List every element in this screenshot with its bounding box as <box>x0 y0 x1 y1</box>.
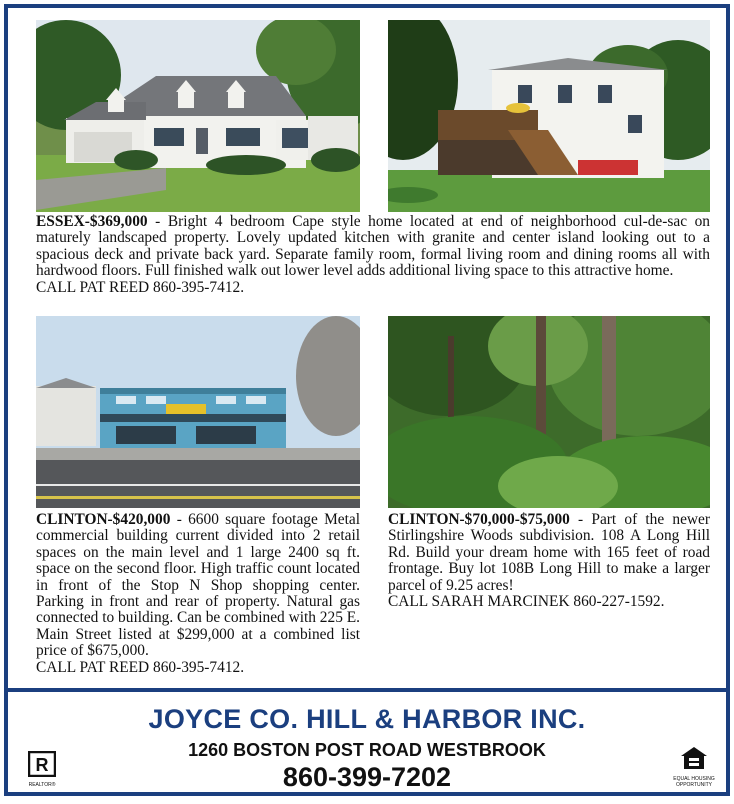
realtor-label: REALTOR® <box>28 782 56 788</box>
agency-name: JOYCE CO. HILL & HARBOR INC. <box>148 704 586 734</box>
equal-housing-logo <box>672 745 716 788</box>
clinton-commercial-headline: CLINTON-$420,000 <box>36 511 171 528</box>
essex-listing-description: - Bright 4 bedroom Cape style home located at end of neighborhood cul-de-sac on maturely landscaped property. Lovely updated kitchen with granite and center island looking out to a spacious deck and private back yard. Separate family room, formal living room and dining rooms all with hardwood floors. Full finished walk out lower level adds additional living space to this attractive home. <box>36 213 710 280</box>
agency-address: 1260 BOSTON POST ROAD WESTBROOK <box>188 740 546 760</box>
essex-house-back-deck-photo <box>388 20 710 212</box>
equal-housing-label: EQUAL HOUSING OPPORTUNITY <box>673 776 715 788</box>
clinton-wooded-lot-photo <box>388 316 710 508</box>
essex-house-front-photo <box>36 20 360 212</box>
equal-housing-house-icon <box>679 745 709 771</box>
svg-text:R: R <box>35 755 49 775</box>
clinton-lot-contact: CALL SARAH MARCINEK 860-227-1592. <box>388 593 665 611</box>
clinton-commercial-description: - 6600 square footage Metal commercial building current divided into 2 retail spaces on the main level and 1 large 2400 sq ft. space on the second floor. High traffic count located in front of the Stop N Shop shopping center. Parking in front and rear of property. Natural gas connected to building. Can be combined with 225 E. Main Street listed at $299,000 at a combined list price of $675,000. <box>36 511 360 660</box>
essex-listing-contact: CALL PAT REED 860-395-7412. <box>36 278 245 296</box>
clinton-lot-headline: CLINTON-$70,000-$75,000 <box>388 511 570 528</box>
clinton-commercial-contact: CALL PAT REED 860-395-7412. <box>36 658 245 676</box>
realtor-logo <box>22 751 62 788</box>
essex-listing-headline: ESSEX-$369,000 <box>36 213 148 230</box>
clinton-commercial-listing-text <box>36 512 360 676</box>
agency-phone: 860-399-7202 <box>282 762 452 792</box>
realtor-r-icon <box>28 751 56 777</box>
clinton-lot-listing-text <box>388 512 710 610</box>
essex-listing-text <box>36 214 710 296</box>
clinton-lot-description: - Part of the newer Stirlingshire Woods subdivision. 108 A Long Hill Rd. Build your dream home with 165 feet of road frontage. Buy lot 108B Long Hill to make a larger parcel of 9.25 acres! <box>388 511 710 594</box>
real-estate-ad <box>4 4 730 796</box>
agency-footer <box>8 692 726 792</box>
clinton-commercial-building-photo <box>36 316 360 508</box>
